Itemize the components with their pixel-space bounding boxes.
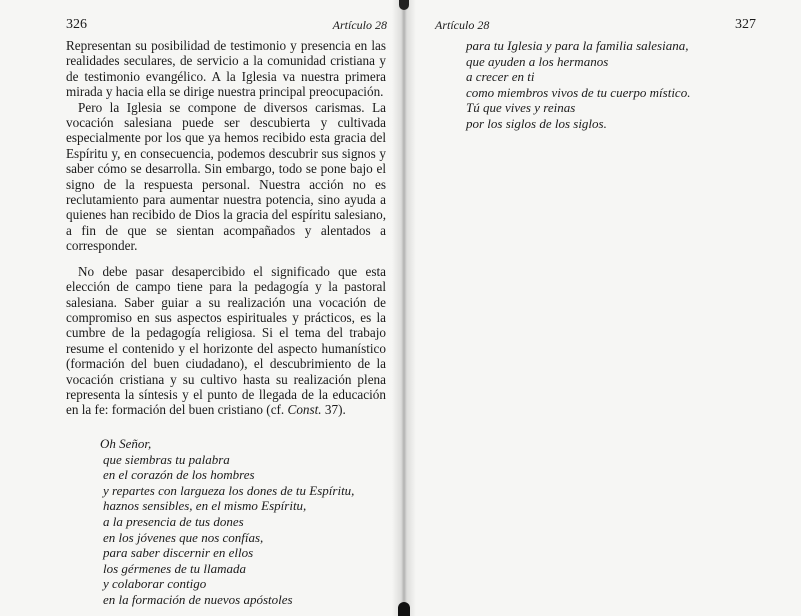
prayer-line: que siembras tu palabra [103,451,230,467]
paragraph: Pero la Iglesia se compone de diversos carismas. La vocación salesiana puede ser descubierta y cultivada especialmente por los que ya hemos recibido esta gracia del Espíritu y, en consecuencia, podemos descubrir sus signos y saber cómo se desarrolla. Sin embargo, todo se pone bajo el signo de la respuesta personal. Nuestra acción no es reclutamiento para aumentar nuestra potencia, sino ayuda a quienes han recibido de Dios la gracia del espíritu salesiano, a fin de que se sientan acompañados y alentados a corresponder. [66,99,386,254]
prayer [100,436,354,608]
paragraph: Representan su posibilidad de testimonio y presencia en las realidades seculares, de servicio a la comunidad cristiana y de testimonio evangélico. A la Iglesia va nuestra primera mirada y hacia ella se dirige nuestra principal preocupación. [66,38,386,100]
body-text [66,38,386,418]
prayer-line: haznos sensibles, en el mismo Espíritu, [103,498,307,514]
prayer-line: y colaborar contigo [103,576,207,592]
prayer-line: los gérmenes de tu llamada [103,560,246,576]
running-head: Artículo 28 [435,18,490,32]
prayer-line: a la presencia de tus dones [103,513,244,529]
paragraph [66,264,386,418]
paragraph-end: 37). [321,402,346,418]
prayer-continuation [466,38,690,132]
citation: Const. [287,402,322,418]
prayer-line: en el corazón de los hombres [103,467,255,483]
prayer-line: y repartes con largueza los dones de tu Espíritu, [103,482,355,498]
prayer-line: para tu Iglesia y para la familia salesiana, [466,38,689,53]
paragraph-text: No debe pasar desapercibido el significado que esta elección de campo tiene para la pedagogía y la pastoral salesiana. Saber guiar a su realización una vocación de compromiso en sus aspectos espirituales y prácticos, es la cumbre de la pedagogía religiosa. Si el tema del trabajo resume el contenido y el horizonte del aspecto humanístico (formación del buen ciudadano), el descubrimiento de la vocación cristiana y su cultivo hasta su realización plena representa la síntesis y el punto de llegada de la educación en la fe: formación del buen cristiano (cf. [66,263,386,418]
right-page [401,0,801,616]
prayer-line: en la formación de nuevos apóstoles [103,591,293,607]
page-number: 327 [735,17,756,32]
book-gutter [392,0,416,616]
running-head: Artículo 28 [332,18,387,32]
prayer-line: Tú que vives y reinas [466,100,576,116]
prayer-line: para saber discernir en ellos [103,545,254,561]
binding-shadow-bottom [398,602,410,616]
prayer-line: como miembros vivos de tu cuerpo místico. [466,84,691,100]
prayer-line: por los siglos de los siglos. [466,115,607,131]
prayer-line: a crecer en ti [466,69,535,85]
prayer-line: en los jóvenes que nos confías, [103,529,264,545]
binding-shadow-top [399,0,409,10]
page-number: 326 [66,17,87,32]
prayer-line: Oh Señor, [100,436,152,451]
prayer-line: que ayuden a los hermanos [466,53,609,69]
